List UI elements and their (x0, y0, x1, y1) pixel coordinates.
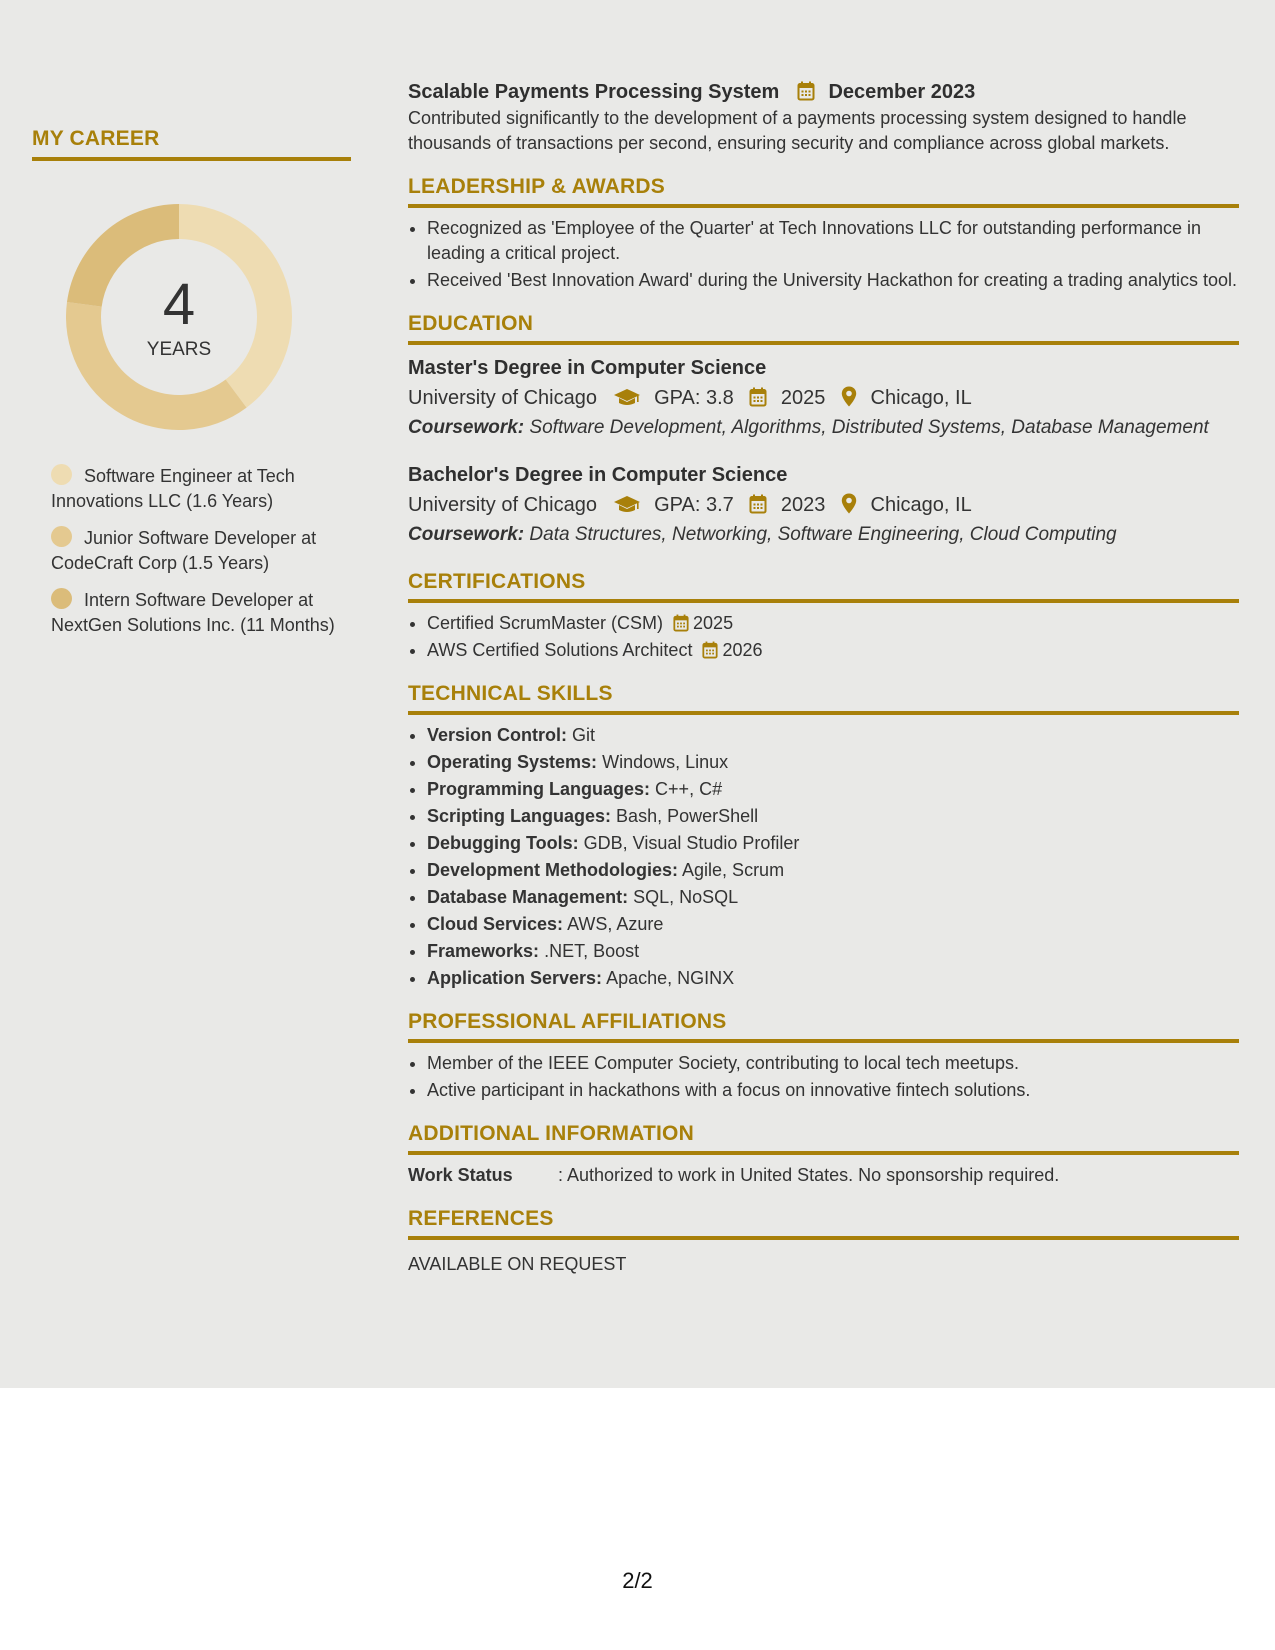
calendar-icon (797, 81, 815, 101)
list-item: • Active participant in hackathons with a focus on innovative fintech solutions. (427, 1078, 1239, 1103)
graduation-year: 2023 (780, 494, 826, 516)
career-legend-item (51, 464, 346, 514)
skill-value: GDB, Visual Studio Profiler (583, 833, 800, 853)
skill-value: .NET, Boost (544, 941, 640, 961)
skill-value: SQL, NoSQL (633, 887, 739, 907)
graduation-cap-icon (613, 494, 641, 514)
list-item (427, 939, 1239, 964)
leadership-section (408, 172, 1239, 293)
skill-value: Windows, Linux (602, 752, 729, 772)
page-number: 2/2 (622, 1568, 653, 1593)
career-title: MY CAREER (32, 127, 160, 150)
additional-section (408, 1119, 1239, 1188)
project-header (408, 78, 1239, 106)
project-name: Scalable Payments Processing System (408, 81, 780, 103)
degree-name: Bachelor's Degree in Computer Science (408, 464, 788, 486)
list-item: • Received 'Best Innovation Award' during the University Hackathon for creating a trading analytics tool. (427, 268, 1239, 293)
skill-label: Programming Languages: (427, 779, 651, 799)
skill-value: C++, C# (655, 779, 723, 799)
location-pin-icon (841, 493, 857, 514)
section-rule (408, 711, 1239, 715)
career-total-years: 4 (162, 272, 196, 337)
skill-label: Scripting Languages: (427, 806, 612, 826)
career-legend (51, 464, 346, 650)
list-item (427, 966, 1239, 991)
legend-dot-icon (51, 526, 72, 547)
coursework (408, 522, 1239, 547)
list-item (427, 831, 1239, 856)
skill-label: Application Servers: (427, 968, 603, 988)
skill-label: Development Methodologies: (427, 860, 679, 880)
education-section (408, 309, 1239, 547)
references-section (408, 1204, 1239, 1277)
skills-title: TECHNICAL SKILLS (408, 682, 613, 705)
affiliations-title: PROFESSIONAL AFFILIATIONS (408, 1010, 727, 1033)
graduation-year: 2025 (780, 387, 826, 409)
skill-label: Version Control: (427, 725, 568, 745)
section-rule (408, 204, 1239, 208)
career-legend-label: Intern Software Developer at NextGen Solutions Inc. (11 Months) (51, 590, 335, 635)
gpa: GPA: 3.7 (654, 494, 734, 516)
project-date: December 2023 (828, 81, 976, 103)
section-rule (408, 1039, 1239, 1043)
work-status-row (408, 1163, 1239, 1188)
list-item (427, 611, 1239, 636)
work-status-value: : Authorized to work in United States. No sponsorship required. (558, 1165, 1060, 1185)
skill-label: Database Management: (427, 887, 629, 907)
list-item (427, 750, 1239, 775)
education-meta (408, 383, 1239, 413)
certification-year: 2026 (722, 640, 763, 660)
skill-value: Apache, NGINX (606, 968, 735, 988)
leadership-title: LEADERSHIP & AWARDS (408, 175, 665, 198)
location: Chicago, IL (870, 387, 972, 409)
list-item: • Recognized as 'Employee of the Quarter' at Tech Innovations LLC for outstanding performance in leading a critical project. (427, 216, 1239, 266)
calendar-icon (673, 614, 689, 632)
certifications-list (408, 611, 1239, 663)
career-title-rule (32, 157, 351, 161)
list-item (427, 777, 1239, 802)
certification-name: AWS Certified Solutions Architect (427, 640, 693, 660)
education-title: EDUCATION (408, 312, 534, 335)
list-item (427, 912, 1239, 937)
calendar-icon (749, 494, 767, 514)
certification-name: Certified ScrumMaster (CSM) (427, 613, 664, 633)
legend-dot-icon (51, 588, 72, 609)
location: Chicago, IL (870, 494, 972, 516)
additional-title: ADDITIONAL INFORMATION (408, 1122, 694, 1145)
skill-value: AWS, Azure (567, 914, 664, 934)
skills-section (408, 679, 1239, 991)
references-text: AVAILABLE ON REQUEST (408, 1254, 627, 1274)
coursework-label: Coursework: (408, 417, 525, 438)
education-meta (408, 490, 1239, 520)
skill-label: Operating Systems: (427, 752, 598, 772)
skill-value: Git (572, 725, 596, 745)
school-name: University of Chicago (408, 387, 597, 409)
calendar-icon (749, 387, 767, 407)
coursework-label: Coursework: (408, 524, 525, 545)
school-name: University of Chicago (408, 494, 597, 516)
section-rule (408, 341, 1239, 345)
project-description: Contributed significantly to the development of a payments processing system designed to handle thousands of transactions per second, ensuring security and compliance across global markets. (408, 108, 1187, 153)
certifications-section (408, 567, 1239, 663)
section-rule (408, 599, 1239, 603)
career-legend-label: Junior Software Developer at CodeCraft Corp (1.5 Years) (51, 528, 317, 573)
skill-label: Cloud Services: (427, 914, 564, 934)
main-column (408, 78, 1239, 1277)
education-entry (408, 460, 1239, 547)
list-item: • Member of the IEEE Computer Society, contributing to local tech meetups. (427, 1051, 1239, 1076)
work-status-label: Work Status (408, 1165, 513, 1185)
certifications-title: CERTIFICATIONS (408, 570, 586, 593)
skill-value: Bash, PowerShell (616, 806, 759, 826)
location-pin-icon (841, 386, 857, 407)
coursework-list: Data Structures, Networking, Software Engineering, Cloud Computing (529, 524, 1117, 545)
references-title: REFERENCES (408, 1207, 554, 1230)
legend-dot-icon (51, 464, 72, 485)
career-legend-label: Software Engineer at Tech Innovations LLC (1.6 Years) (51, 466, 295, 511)
affiliations-section (408, 1007, 1239, 1103)
gpa: GPA: 3.8 (654, 387, 734, 409)
skill-label: Frameworks: (427, 941, 540, 961)
skills-list (408, 723, 1239, 991)
list-item (427, 804, 1239, 829)
list-item (427, 638, 1239, 663)
coursework (408, 415, 1239, 440)
career-legend-item (51, 588, 346, 638)
degree-name: Master's Degree in Computer Science (408, 357, 767, 379)
list-item (427, 858, 1239, 883)
career-legend-item (51, 526, 346, 576)
coursework-list: Software Development, Algorithms, Distributed Systems, Database Management (529, 417, 1209, 438)
affiliations-list (408, 1051, 1239, 1103)
certification-year: 2025 (693, 613, 734, 633)
list-item (427, 723, 1239, 748)
leadership-list (408, 216, 1239, 293)
skill-value: Agile, Scrum (682, 860, 785, 880)
section-rule (408, 1151, 1239, 1155)
career-years-label: YEARS (146, 339, 212, 360)
graduation-cap-icon (613, 387, 641, 407)
education-entry (408, 353, 1239, 440)
list-item (427, 885, 1239, 910)
skill-label: Debugging Tools: (427, 833, 579, 853)
calendar-icon (702, 641, 718, 659)
section-rule (408, 1236, 1239, 1240)
